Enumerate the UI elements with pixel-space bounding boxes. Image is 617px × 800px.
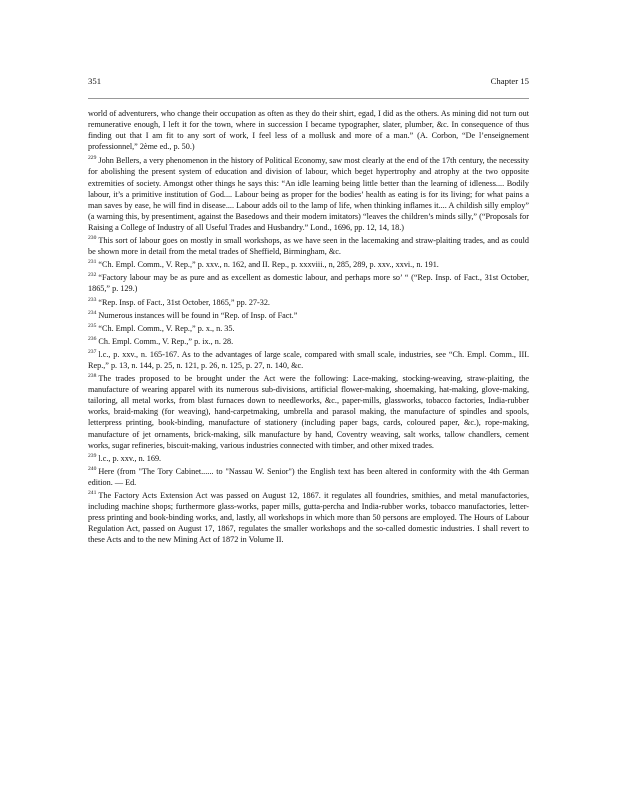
footnote-232	[88, 272, 529, 294]
footnote-231	[88, 259, 529, 270]
footnote-number: 240	[88, 465, 97, 472]
footnote-number: 241	[88, 490, 97, 496]
footnote-239	[88, 453, 529, 464]
footnote-number: 229	[88, 155, 97, 162]
footnote-text: l.c., p. xxv., n. 165-167. As to the advantages of large scale, compared with small scale, industries, see “Ch. Empl. Comm., III. Rep.,” p. 13, n. 144, p. 25, n. 121, p. 26, n. 125, p. 27, n. 140, &c.	[88, 349, 529, 370]
page-header	[88, 76, 529, 90]
footnote-240	[88, 466, 529, 488]
footnote-229	[88, 155, 529, 233]
footnote-text: Numerous instances will be found in “Rep. of Insp. of Fact.”	[98, 310, 298, 320]
footnote-text: l.c., p. xxv., n. 169.	[98, 453, 162, 463]
footnote-number: 237	[88, 348, 97, 355]
footnote-235	[88, 323, 529, 334]
footnote-number: 235	[88, 322, 97, 329]
footnote-text: The Factory Acts Extension Act was passed on August 12, 1867. it regulates all foundries, smithies, and metal manufactories, including machine shops; furthermore glass-works, paper mills, gutta-percha and India-rubber works, tobacco manufactories, letter-press printing and book-binding works, and, lastly, all workshops in which more than 50 persons are employed. The Hours of Labour Regulation Act, passed on August 17, 1867, regulates the smaller workshops and the so-called domestic industries. I shall revert to these Acts and to the new Mining Act of 1872 in Volume II.	[88, 491, 529, 545]
footnote-text: This sort of labour goes on mostly in small workshops, as we have seen in the lacemaking and straw-plaiting trades, and as could be shown more in detail from the metal trades of Sheffield, Birmingham, &c.	[88, 236, 529, 257]
continued-paragraph: world of adventurers, who change their occupation as often as they do their shirt, egad, I did as the others. As mining did not turn out remunerative enough, I left it for the town, where in succession I became typographer, slater, plumber, &c. In consequence of thus finding out that I am fit to any sort of work, I feel less of a mollusk and more of a man.” (A. Corbon, “De l’enseignement professionnel,” 2ème ed., p. 50.)	[88, 109, 529, 152]
footnote-text: “Rep. Insp. of Fact., 31st October, 1865,” pp. 27-32.	[98, 297, 270, 307]
footnote-text: The trades proposed to be brought under the Act were the following: Lace-making, stocking-weaving, straw-plaiting, the manufacture of wearing apparel with its numerous sub-divisions, artificial flower-making, shoemaking, hat-making, glove-making, tailoring, all metal works, from blast furnaces down to needleworks, &c., paper-mills, glassworks, tobacco factories, India-rubber works, braid-making (for weaving), hand-carpetmaking, umbrella and parasol making, the manufacture of spindles and spools, letterpress printing, book-binding, manufacture of stationery (including paper bags, cards, coloured paper, &c.), rope-making, manufacture of jet ornaments, brick-making, silk manufacture by hand, Coventry weaving, salt works, tallow chandlers, cement works, sugar refineries, biscuit-making, various industries connected with timber, and other mixed trades.	[88, 374, 529, 450]
footnote-number: 238	[88, 373, 97, 380]
footnote-238	[88, 373, 529, 451]
footnote-234	[88, 310, 529, 321]
footnote-237	[88, 349, 529, 371]
page-number: 351	[88, 76, 102, 86]
footnote-number: 230	[88, 235, 97, 242]
footnote-number: 239	[88, 452, 97, 459]
footnote-number: 231	[88, 259, 97, 266]
footnote-number: 236	[88, 335, 97, 342]
footnote-text: Here (from "The Tory Cabinet...... to "Nassau W. Senior") the English text has been altered in conformity with the 4th German edition. — Ed.	[88, 466, 529, 487]
header-divider	[88, 98, 529, 99]
footnote-number: 234	[88, 309, 97, 316]
footnote-230	[88, 235, 529, 257]
chapter-title: Chapter 15	[490, 76, 529, 86]
footnote-text: “Ch. Empl. Comm., V. Rep.,” p. xxv., n. 162, and II. Rep., p. xxxviii., n, 285, 289, p. xxv., xxvi., n. 191.	[98, 260, 439, 270]
footnote-text: John Bellers, a very phenomenon in the history of Political Economy, saw most clearly at the end of the 17th century, the necessity for abolishing the present system of education and division of labour, which beget hypertrophy and atrophy at the two opposite extremities of society. Amongst other things he says this: “An idle learning being little better than the learning of idleness.... Bodily labour, it’s a primitive institution of God.... Labour being as proper for the bodies’ health as eating is for its living; for what pains a man saves by ease, he will find in disease.... Labour adds oil to the lamp of life, when thinking inflames it.... A childish silly employ” (a warning this, by presentiment, against the Basedows and their modern imitators) “leaves the children’s minds silly,” (“Proposals for Raising a College of Industry of all Useful Trades and Husbandry.” Lond., 1696, pp. 12, 14, 18.)	[88, 156, 529, 232]
footnote-233	[88, 297, 529, 308]
footnote-text: “Ch. Empl. Comm., V. Rep.,” p. x., n. 35.	[98, 323, 235, 333]
footnote-236	[88, 336, 529, 347]
footnote-number: 233	[88, 296, 97, 303]
footnotes-section	[88, 108, 529, 547]
footnote-text: Ch. Empl. Comm., V. Rep.,” p. ix., n. 28.	[98, 336, 234, 346]
footnote-number: 232	[88, 272, 97, 279]
footnote-text: “Factory labour may be as pure and as excellent as domestic labour, and perhaps more so’ “ (“Rep. Insp. of Fact., 31st October, 1865,” p. 129.)	[88, 273, 529, 294]
footnote-241	[88, 490, 529, 545]
